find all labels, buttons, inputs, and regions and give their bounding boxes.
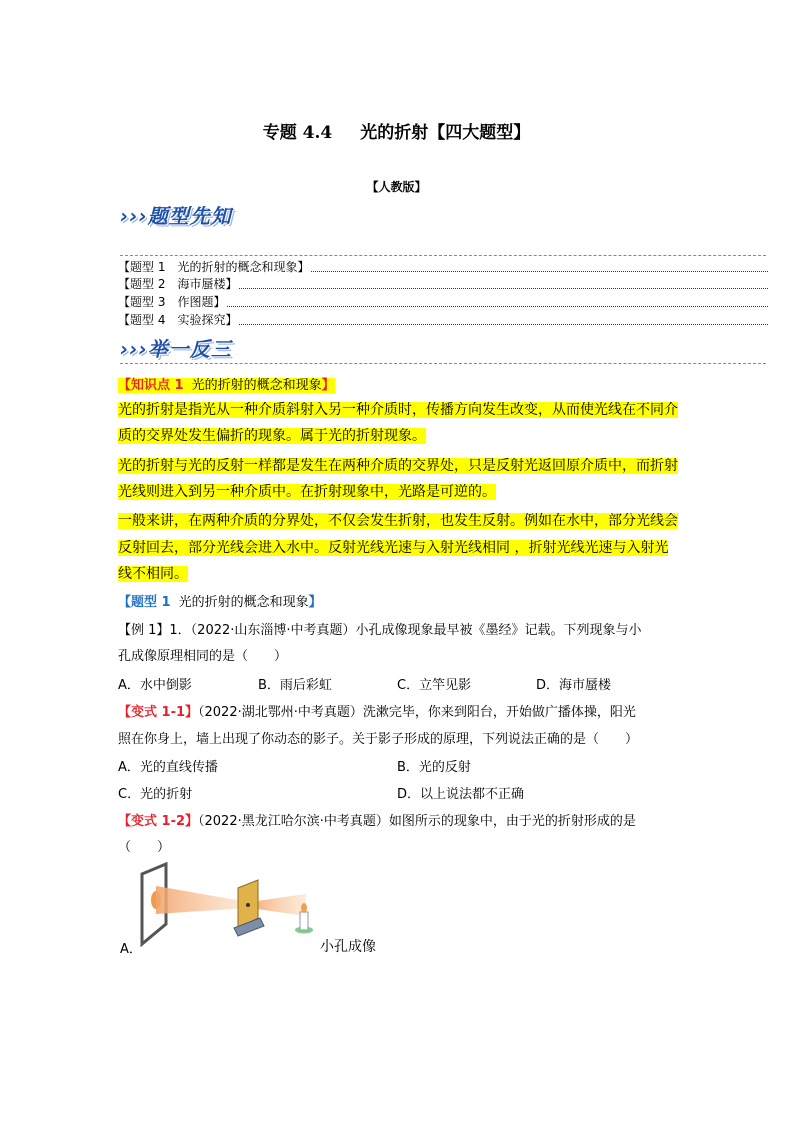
candle-flame <box>301 903 307 913</box>
toc-item[interactable] <box>118 276 768 292</box>
toc-item-label: 【题型 1 光的折射的概念和现象】 <box>118 260 310 274</box>
light-beam-left <box>156 886 248 914</box>
example-1-line <box>118 619 642 638</box>
example-1-options <box>118 674 678 692</box>
option-c[interactable]: C．光的折射 <box>118 787 193 802</box>
question-type-heading <box>118 591 322 610</box>
option-d[interactable]: D．海市蜃楼 <box>536 678 612 693</box>
knowledge-line: 线不相同。 <box>118 566 188 582</box>
toc-item-label: 【题型 2 海市蜃楼】 <box>118 277 238 291</box>
toc-banner-text: ›››题型先知 <box>120 204 232 228</box>
title-part1: 专题 4.4 <box>262 123 333 143</box>
variant-1-1-text: （2022·湖北鄂州·中考真题）洗漱完毕，你来到阳台，开始做广播体操，阳光 <box>198 705 636 720</box>
option-a-label[interactable]: A． <box>120 942 142 957</box>
knowledge-name: 光的折射的概念和现象 <box>191 378 322 393</box>
divider <box>120 255 766 256</box>
question-type-tag: 【题型 1 <box>118 595 171 610</box>
variant-1-1-options-row1 <box>118 756 678 774</box>
question-type-close: 】 <box>308 595 322 610</box>
knowledge-line: 光的折射是指光从一种介质斜射入另一种介质时，传播方向发生改变，从而使光线在不同介 <box>118 402 678 418</box>
pinhole-figure[interactable] <box>126 862 326 952</box>
knowledge-line: 光的折射与光的反射一样都是发生在两种介质的交界处，只是反射光返回原介质中，而折射 <box>118 458 678 474</box>
knowledge-line: 反射回去，部分光线会进入水中。反射光线光速与入射光线相同 ，折射光线光速与入射光 <box>118 540 669 556</box>
example-1-tag: 【例 1】 <box>118 623 170 638</box>
toc-banner <box>120 200 270 230</box>
toc-leader <box>239 323 768 325</box>
variant-1-1-options-row2 <box>118 783 678 801</box>
examples-banner-text: ›››举一反三 <box>120 337 232 361</box>
variant-1-2-line <box>118 810 636 829</box>
toc-item-label: 【题型 4 实验探究】 <box>118 313 238 327</box>
toc-leader <box>311 270 768 272</box>
knowledge-heading <box>118 374 335 393</box>
example-1-text: 1．（2022·山东淄博·中考真题）小孔成像现象最早被《墨经》记载。下列现象与小 <box>169 623 642 638</box>
knowledge-line: 质的交界处发生偏折的现象。属于光的折射现象。 <box>118 428 426 444</box>
toc-leader <box>239 287 768 289</box>
variant-1-1-line <box>118 701 636 720</box>
title-part2: 光的折射【四大题型】 <box>360 123 531 143</box>
knowledge-tag: 【知识点 1 <box>118 378 184 393</box>
question-type-name: 光的折射的概念和现象 <box>178 595 309 610</box>
toc-item[interactable] <box>118 294 768 310</box>
variant-1-2-tag: 【变式 1-2】 <box>118 814 199 829</box>
toc-item[interactable] <box>118 312 768 328</box>
variant-1-2-text: （2022·黑龙江哈尔滨·中考真题）如图所示的现象中，由于光的折射形成的是 <box>198 814 636 829</box>
divider <box>120 363 766 364</box>
example-1-line2: 孔成像原理相同的是（ ） <box>118 649 288 664</box>
pinhole <box>246 903 250 907</box>
pinhole-diagram <box>126 862 326 952</box>
option-c[interactable]: C．立竿见影 <box>397 678 472 693</box>
variant-1-1-tag: 【变式 1-1】 <box>118 705 199 720</box>
variant-1-1-line2: 照在你身上，墙上出现了你动态的影子。关于影子形成的原理，下列说法正确的是（ ） <box>118 732 639 747</box>
candle <box>300 912 308 930</box>
option-d[interactable]: D．以上说法都不正确 <box>397 787 525 802</box>
option-b[interactable]: B．雨后彩虹 <box>258 678 332 693</box>
option-a-caption: 小孔成像 <box>320 939 376 955</box>
toc-leader <box>227 305 768 307</box>
option-b[interactable]: B．光的反射 <box>397 760 471 775</box>
option-a[interactable]: A．水中倒影 <box>118 678 192 693</box>
toc-item-label: 【题型 3 作图题】 <box>118 295 226 309</box>
toc-item[interactable] <box>118 259 768 275</box>
page-title <box>0 118 793 143</box>
knowledge-line: 一般来讲，在两种介质的分界处，不仅会发生折射，也发生反射。例如在水中，部分光线会 <box>118 513 678 529</box>
edition-label: 【人教版】 <box>366 180 427 194</box>
examples-banner <box>120 333 270 363</box>
knowledge-close: 】 <box>321 378 335 393</box>
variant-1-2-line2: （ ） <box>118 840 171 855</box>
option-a[interactable]: A．光的直线传播 <box>118 760 218 775</box>
knowledge-line: 光线则进入到另一种介质中。在折射现象中，光路是可逆的。 <box>118 484 496 500</box>
